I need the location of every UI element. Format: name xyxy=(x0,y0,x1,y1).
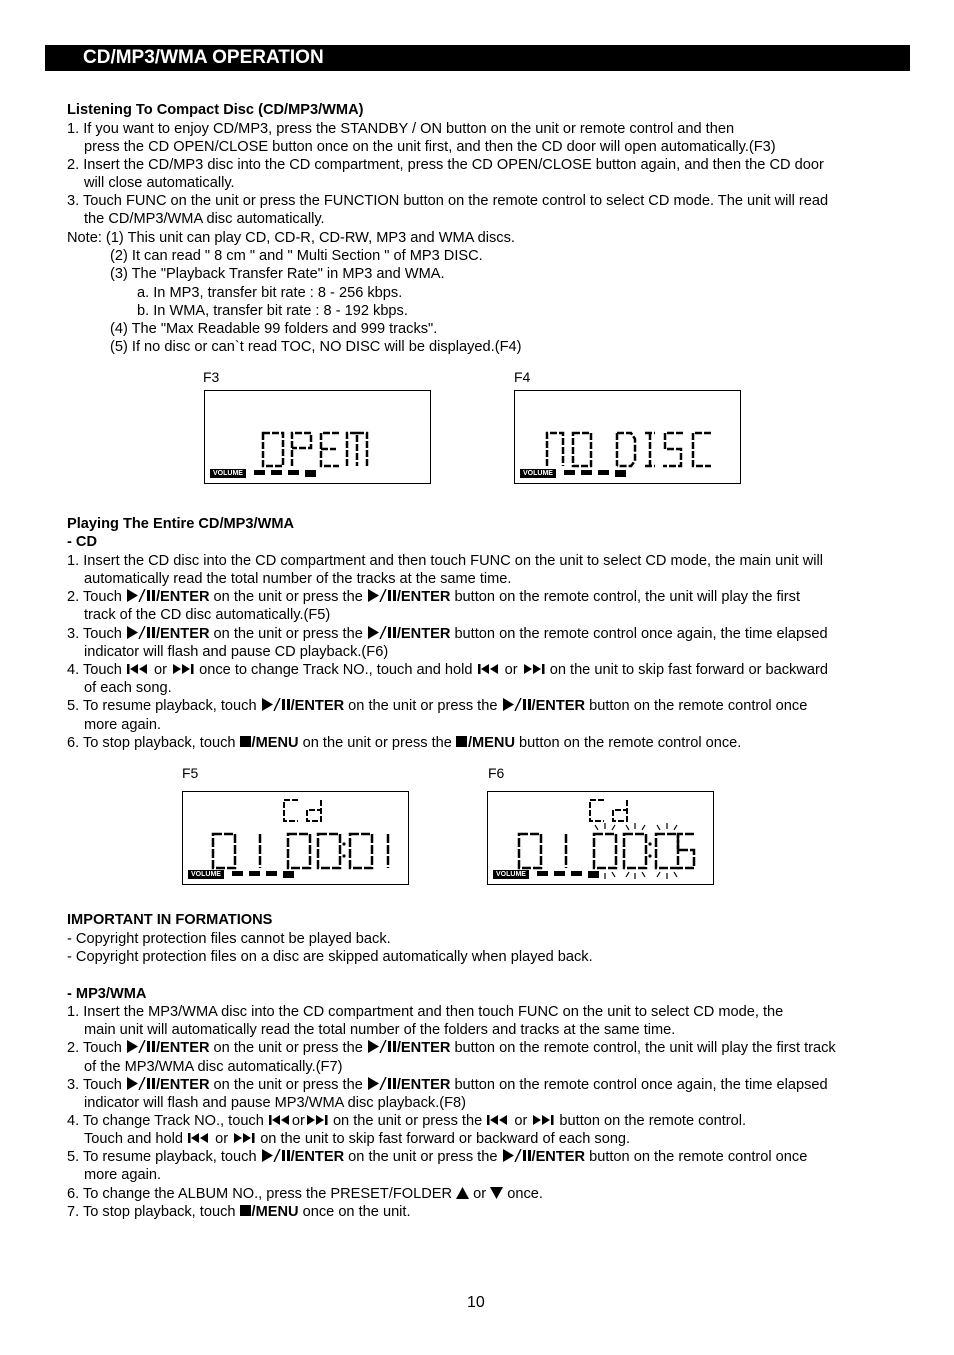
skip-back-icon xyxy=(477,662,501,680)
skip-forward-icon xyxy=(232,1131,256,1149)
note-text: (3) The "Playback Transfer Rate" in MP3 and WMA. xyxy=(110,266,445,282)
play-pause-icon xyxy=(367,1040,397,1058)
note-text: b. In WMA, transfer bit rate : 8 - 192 kbps. xyxy=(137,303,408,319)
section-title: CD/MP3/WMA OPERATION xyxy=(83,47,324,68)
play-pause-icon xyxy=(261,698,291,716)
step-4-line: 4. Touch or once to change Track NO., touch and hold or on the unit to skip fast forward or backward xyxy=(67,662,828,678)
stop-icon xyxy=(240,1204,252,1222)
volume-indicator: VOLUME xyxy=(520,469,556,478)
play-pause-icon xyxy=(126,1040,156,1058)
play-pause-icon xyxy=(367,589,397,607)
step-text: 1. If you want to enjoy CD/MP3, press the STANDBY / ON button on the unit or remote control and then xyxy=(67,121,735,137)
step-text: of each song. xyxy=(84,680,172,696)
mp3-step-3-line: 3. Touch /ENTER on the unit or press the /ENTER button on the remote control once again, the time elapsed xyxy=(67,1077,828,1093)
mp3-step-4-line: 4. To change Track NO., touch or on the unit or press the or button on the remote control. xyxy=(67,1113,747,1129)
step-text: more again. xyxy=(84,717,162,733)
skip-forward-icon xyxy=(522,662,546,680)
important-item: - Copyright protection files on a disc are skipped automatically when played back. xyxy=(67,949,593,965)
play-pause-icon xyxy=(126,1077,156,1095)
section1-heading: Listening To Compact Disc (CD/MP3/WMA) xyxy=(67,102,364,118)
step-text: automatically read the total number of the tracks at the same time. xyxy=(84,571,512,587)
skip-back-icon xyxy=(268,1113,292,1131)
volume-indicator: VOLUME xyxy=(493,870,529,879)
note-text: (2) It can read " 8 cm " and " Multi Section " of MP3 DISC. xyxy=(110,248,483,264)
mp3-step-7-line: 7. To stop playback, touch /MENU once on the unit. xyxy=(67,1204,411,1220)
important-item: - Copyright protection files cannot be played back. xyxy=(67,931,391,947)
page-number: 10 xyxy=(467,1294,485,1311)
step-text: 3. Touch FUNC on the unit or press the FUNCTION button on the remote control to select CD mode. The unit will read xyxy=(67,193,829,209)
play-pause-icon xyxy=(502,1149,532,1167)
step-text: will close automatically. xyxy=(84,175,235,191)
step-6-line: 6. To stop playback, touch /MENU on the unit or press the /MENU button on the remote control once. xyxy=(67,735,742,751)
figure-label-f3: F3 xyxy=(203,369,220,385)
step-text: indicator will flash and pause MP3/WMA disc playback.(F8) xyxy=(84,1095,467,1111)
skip-back-icon xyxy=(187,1131,211,1149)
volume-bars xyxy=(564,470,626,477)
section2-heading: Playing The Entire CD/MP3/WMA xyxy=(67,516,295,532)
note-text: Note: (1) This unit can play CD, CD-R, CD-RW, MP3 and WMA discs. xyxy=(67,230,515,246)
step-text: main unit will automatically read the total number of the folders and tracks at the same time. xyxy=(84,1022,676,1038)
mp3-step-2-line: 2. Touch /ENTER on the unit or press the /ENTER button on the remote control, the unit will play the first track xyxy=(67,1040,836,1056)
play-pause-icon xyxy=(502,698,532,716)
mp3-step-4b-line: Touch and hold or on the unit to skip fast forward or backward of each song. xyxy=(84,1131,631,1147)
step-text: indicator will flash and pause CD playback.(F6) xyxy=(84,644,389,660)
skip-forward-icon xyxy=(531,1113,555,1131)
lcd-display-f6 xyxy=(487,791,714,885)
lcd-display-f5 xyxy=(182,791,409,885)
figure-label-f5: F5 xyxy=(182,765,199,781)
section-header-bar xyxy=(45,45,910,71)
step-text: track of the CD disc automatically.(F5) xyxy=(84,607,331,623)
mp3-step-6-line: 6. To change the ALBUM NO., press the PRESET/FOLDER or once. xyxy=(67,1186,543,1202)
subsection-cd: - CD xyxy=(67,534,97,550)
volume-bars xyxy=(254,470,316,477)
skip-back-icon xyxy=(126,662,150,680)
flash-rays xyxy=(595,823,677,879)
step-2-line: 2. Touch /ENTER on the unit or press the /ENTER button on the remote control, the unit will play the first xyxy=(67,589,801,605)
step-text: more again. xyxy=(84,1167,162,1183)
play-pause-icon xyxy=(126,626,156,644)
important-heading: IMPORTANT IN FORMATIONS xyxy=(67,912,273,928)
play-pause-icon xyxy=(126,589,156,607)
volume-bars xyxy=(537,871,599,878)
step-3-line: 3. Touch /ENTER on the unit or press the /ENTER button on the remote control once again, the time elapsed xyxy=(67,626,828,642)
play-pause-icon xyxy=(367,1077,397,1095)
note-text: (4) The "Max Readable 99 folders and 999 tracks". xyxy=(110,321,438,337)
skip-forward-icon xyxy=(305,1113,329,1131)
step-text: 2. Insert the CD/MP3 disc into the CD compartment, press the CD OPEN/CLOSE button again, and then the CD door xyxy=(67,157,824,173)
step-text: 1. Insert the CD disc into the CD compartment and then touch FUNC on the unit to select CD mode, the main unit will xyxy=(67,553,823,569)
play-pause-icon xyxy=(367,626,397,644)
step-text: of the MP3/WMA disc automatically.(F7) xyxy=(84,1059,343,1075)
arrow-down-icon xyxy=(490,1186,503,1204)
step-text: press the CD OPEN/CLOSE button once on the unit first, and then the CD door will open automatically.(F3) xyxy=(84,139,776,155)
step-text: the CD/MP3/WMA disc automatically. xyxy=(84,211,325,227)
figure-label-f6: F6 xyxy=(488,765,505,781)
volume-indicator: VOLUME xyxy=(210,469,246,478)
lcd-display-f4 xyxy=(514,390,741,484)
volume-indicator: VOLUME xyxy=(188,870,224,879)
stop-icon xyxy=(240,735,252,753)
step-text: 1. Insert the MP3/WMA disc into the CD compartment and then touch FUNC on the unit to select CD mode, the xyxy=(67,1004,784,1020)
play-pause-icon xyxy=(261,1149,291,1167)
note-text: a. In MP3, transfer bit rate : 8 - 256 kbps. xyxy=(137,285,403,301)
arrow-up-icon xyxy=(456,1186,469,1204)
lcd-display-f3 xyxy=(204,390,431,484)
volume-bars xyxy=(232,871,294,878)
note-text: (5) If no disc or can`t read TOC, NO DISC will be displayed.(F4) xyxy=(110,339,522,355)
figure-label-f4: F4 xyxy=(514,369,531,385)
mp3-step-5-line: 5. To resume playback, touch /ENTER on the unit or press the /ENTER button on the remote control once xyxy=(67,1149,808,1165)
step-5-line: 5. To resume playback, touch /ENTER on the unit or press the /ENTER button on the remote control once xyxy=(67,698,808,714)
subsection-mp3-wma: - MP3/WMA xyxy=(67,986,147,1002)
stop-icon xyxy=(456,735,468,753)
skip-forward-icon xyxy=(171,662,195,680)
skip-back-icon xyxy=(486,1113,510,1131)
